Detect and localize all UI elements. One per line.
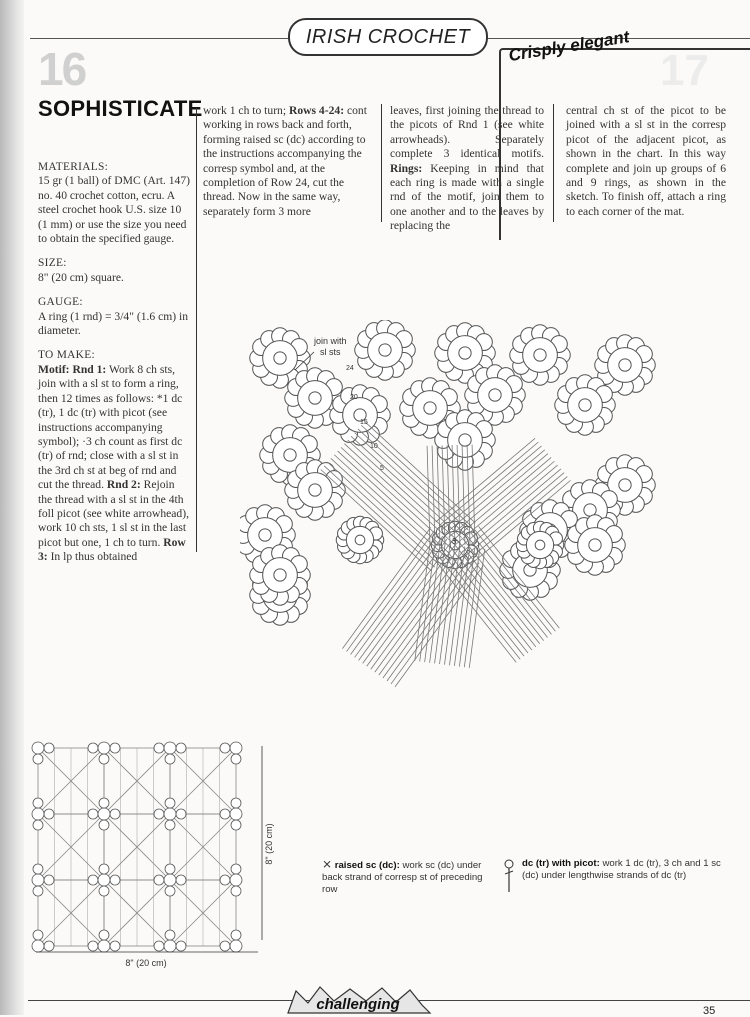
layout-sketch (28, 740, 278, 970)
next-pattern-number: 17 (660, 46, 709, 95)
sketch-block (170, 880, 236, 946)
center-mark: 3 (452, 537, 457, 546)
row-label-5: 5 (380, 465, 384, 472)
row-label-15: 15 (360, 419, 368, 426)
sketch-block (38, 880, 104, 946)
dc-picot-text: work 1 dc (tr), 3 ch and 1 sc (dc) under lengthwise strands of dc (tr) (522, 858, 721, 881)
row-label-24: 24 (346, 365, 354, 372)
difficulty-label: challenging (316, 996, 400, 1013)
sketch-ring-cluster (32, 798, 54, 830)
sketch-block (104, 880, 170, 946)
crochet-chart (240, 320, 710, 720)
sketch-block (170, 748, 236, 814)
motif-label: Motif: Rnd 1: (38, 362, 107, 376)
rows-label: Rows 4-24: (288, 104, 345, 117)
size-heading: SIZE: (38, 257, 67, 270)
legend-raised-sc (322, 858, 492, 896)
raised-sc-label: raised sc (dc): (334, 860, 400, 871)
sketch-ring-cluster (220, 864, 242, 896)
sketch-ring-cluster (88, 930, 120, 952)
column-4 (566, 104, 726, 229)
size-text: 8" (20 cm) square. (38, 270, 124, 284)
section-banner (288, 18, 488, 56)
legend-dc-picot (500, 858, 732, 882)
column-2 (203, 104, 373, 229)
sketch-block (170, 814, 236, 880)
sketch-ring-cluster (32, 864, 54, 896)
column-2-text-b: cont working in rows back and forth, forming raised sc (dc) according to the instructions accompanying the corresp symbol and, at the completion of Row 24, cut the thread. Now in the same way, separately form 3 more (203, 104, 367, 218)
materials-text: 15 gr (1 ball) of DMC (Art. 147) no. 40 crochet cotton, ecru. A steel crochet hook U.S. size 10 (1 mm) or use the size you need to obtain the specified gauge. (38, 174, 190, 246)
crochet-ring (355, 320, 415, 380)
sketch-block (38, 748, 104, 814)
tagline: Crisply elegant (507, 27, 631, 66)
column-3-text-a: leaves, first joining the thread to the picots of Rnd 1 (see white arrowheads). Separately complete 3 identical motifs. (390, 104, 544, 161)
pattern-title: SOPHISTICATE (38, 96, 203, 121)
rnd2-label: Rnd 2: (106, 478, 141, 492)
gauge-text: A ring (1 rnd) = 3/4" (1.6 cm) in diameter. (38, 309, 189, 338)
dc-picot-label: dc (tr) with picot: (522, 858, 600, 869)
crochet-ring (516, 521, 564, 569)
sketch-ring-cluster (154, 742, 186, 764)
crochet-ring (510, 325, 570, 385)
rings-label: Rings: (390, 161, 423, 175)
dc-picot-symbol-icon (500, 858, 518, 894)
to-make-heading: TO MAKE: (38, 349, 95, 362)
rnd2-text: Rejoin the thread with a sl st in the 4th foll picot (see white arrowhead), work 10 ch sts, 1 sl st in the last picot but one, 1 ch to turn. (38, 478, 189, 549)
column-divider (381, 104, 382, 222)
difficulty-badge (278, 985, 438, 1015)
column-divider (196, 108, 197, 552)
sketch-ring-cluster (220, 798, 242, 830)
sketch-block (38, 814, 104, 880)
row3-text: In lp thus obtained (47, 550, 138, 564)
row3-label: Row 3: (38, 535, 186, 564)
book-spine-shadow (0, 0, 24, 1015)
join-label-line1: join with (314, 336, 347, 346)
materials-heading: MATERIALS: (38, 161, 109, 173)
sketch-block (104, 748, 170, 814)
row-label-10: 10 (370, 443, 378, 450)
raised-sc-text: work sc (dc) under back strand of corresp st of preceding row (322, 860, 483, 895)
column-3 (390, 104, 544, 244)
raised-sc-symbol-icon: ⨯ (322, 857, 333, 871)
height-label: 8" (20 cm) (264, 823, 274, 865)
width-label: 8" (20 cm) (125, 958, 167, 968)
sketch-block (104, 814, 170, 880)
crochet-ring (336, 516, 384, 564)
column-2-text-a: work 1 ch to turn; (203, 104, 289, 117)
sketch-ring-cluster (154, 930, 186, 952)
page-number: 35 (703, 1005, 716, 1017)
column-3-text-b: Keeping in mind that each ring is made with a single rnd of the motif, join them to one another and to the leaves by replacing the (390, 161, 544, 233)
motif-text: Work 8 ch sts, join with a sl st to form a ring, then 12 times as follows: *1 dc (tr), 1 dc (tr) with picot (see instructions accompanying symbol); ·3 ch count as first dc (tr) of rnd; close with a sl st in the 3rd ch st at beg of rnd and cut the thread. (38, 362, 183, 492)
pattern-number: 16 (38, 43, 86, 95)
column-divider (553, 104, 554, 222)
column-4-text: central ch st of the picot to be joined with a sl st in the corresp picot of the adjacent picot, as shown in the chart. In this way complete and join up groups of 6 and 9 rings, as shown in the sketch. To finish off, attach a ring to each corner of the mat. (566, 104, 726, 218)
row-label-20: 20 (350, 394, 358, 401)
sketch-ring-cluster (88, 742, 120, 764)
gauge-heading: GAUGE: (38, 296, 83, 309)
column-1 (38, 160, 190, 575)
join-label-line2: sl sts (320, 347, 341, 357)
section-title: IRISH CROCHET (305, 25, 471, 48)
